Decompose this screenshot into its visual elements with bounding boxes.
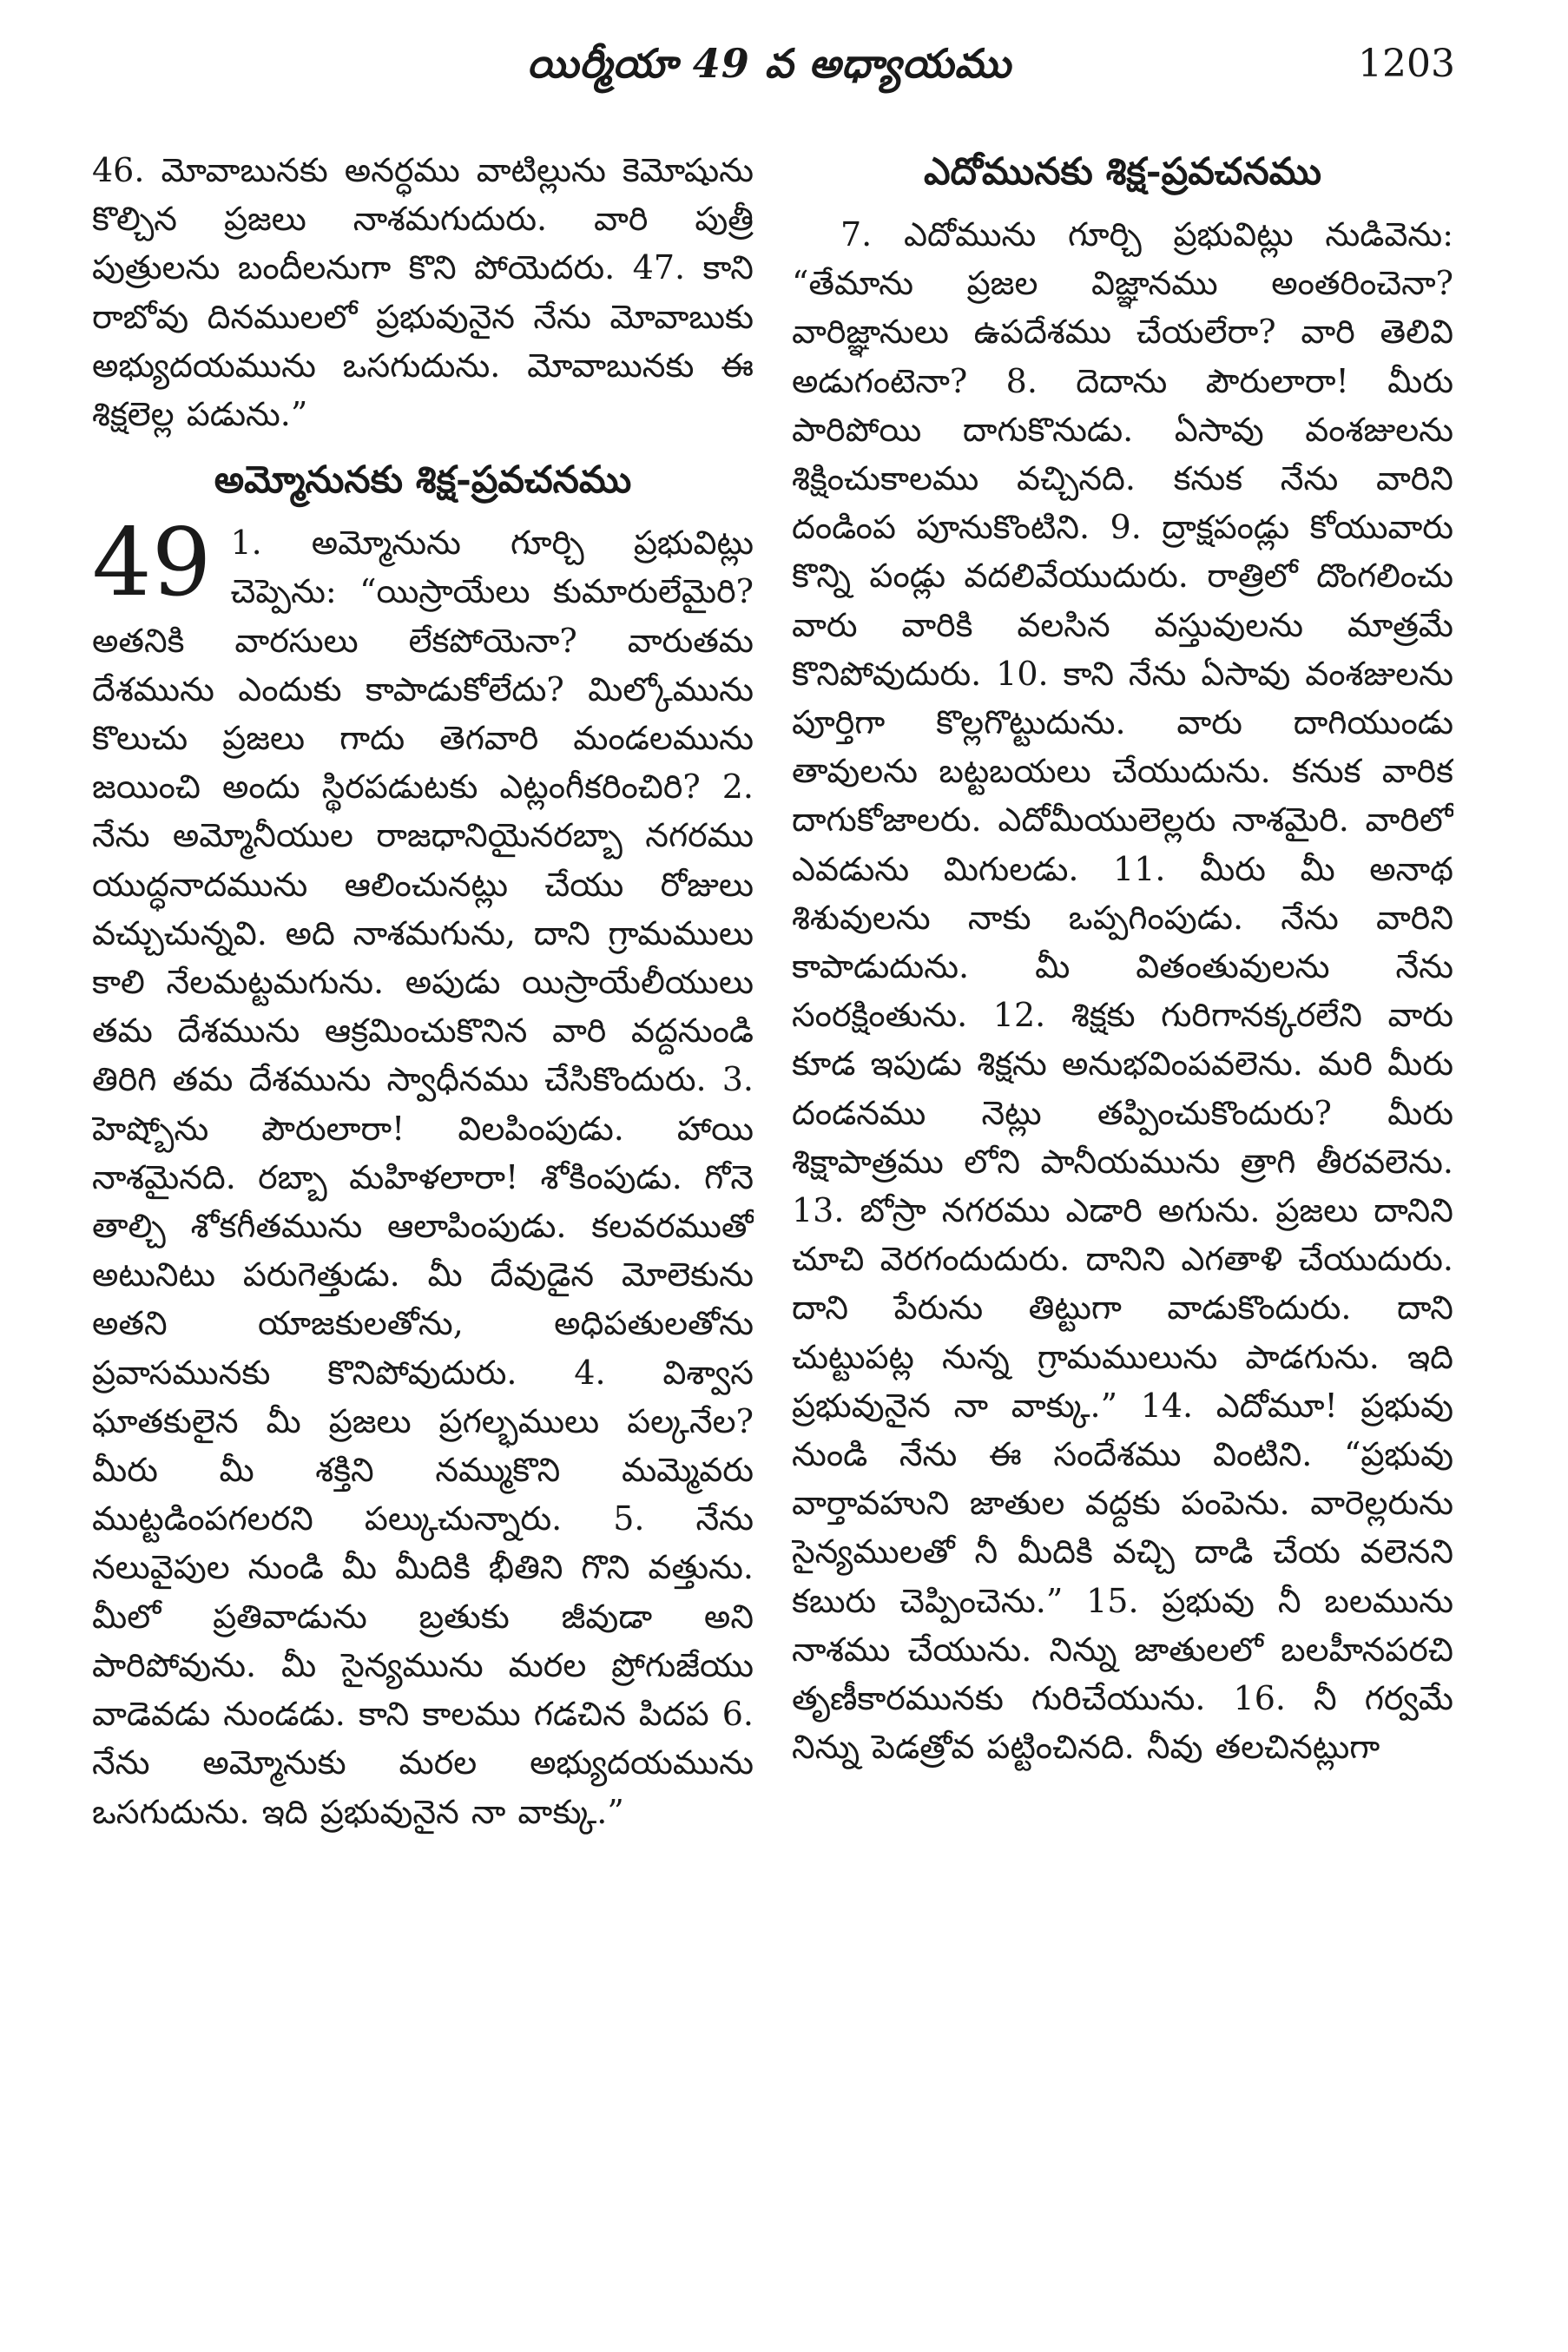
section-heading-ammon: అమ్మోనునకు శిక్ష-ప్రవచనము <box>214 458 632 503</box>
right-paragraph-1: 7. ఎదోమును గూర్చి ప్రభువిట్లు నుడివెను: “తేమాను ప్రజల విజ్ఞానము అంతరించెనా? వారిజ్ఞానులు ఉపదేశము చేయలేరా? వారి తెలివి అడుగంటెనా? 8. దెదాను పౌరులారా! మీరు పారిపోయి దాగుకొనుడు. ఏసావు వంశజులను శిక్షించుకాలము వచ్చినది. కనుక నేను వారిని దండింప పూనుకొంటిని. 9. ద్రాక్షపండ్లు కోయువారు కొన్ని పండ్లు వదలివేయుదురు. రాత్రిలో దొంగలించు వారు వారికి వలసిన వస్తువులను మాత్రమే కొనిపోవుదురు. 10. కాని నేను ఏసావు వంశజులను పూర్తిగా కొల్లగొట్టుదును. వారు దాగియుండు తావులను బట్టబయలు చేయుదును. కనుక వారిక దాగుకోజాలరు. ఎదోమీయులెల్లరు నాశమైరి. వారిలో ఎవడును మిగులడు. 11. మీరు మీ అనాథ శిశువులను నాకు ఒప్పగింపుడు. నేను వారిని కాపాడుదును. మీ వితంతువులను నేను సంరక్షింతును. 12. శిక్షకు గురిగానక్కరలేని వారు కూడ ఇపుడు శిక్షను అనుభవింపవలెను. మరి మీరు దండనము నెట్లు తప్పించుకొందురు? మీరు శిక్షాపాత్రము లోని పానీయమును త్రాగి తీరవలెను. 13. బోస్రా నగరము ఎడారి అగును. ప్రజలు దానిని చూచి వెరగందుదురు. దానిని ఎగతాళి చేయుదురు. దాని పేరును తిట్టుగా వాడుకొందురు. దాని చుట్టుపట్ల నున్న గ్రామములును పాడగును. ఇది ప్రభువునైన నా వాక్కు.” 14. ఎదోమూ! ప్రభువు నుండి నేను ఈ సందేశము వింటిని. “ప్రభువు వార్తావహుని జాతుల వద్దకు పంపెను. వారెల్లరును సైన్యములతో నీ మీదికి వచ్చి దాడి చేయ వలెనని కబురు చెప్పించెను.” 15. ప్రభువు నీ బలమును నాశము చేయును. నిన్ను జాతులలో బలహీనపరచి తృణీకారమునకు గురిచేయును. 16. నీ గర్వమే నిన్ను పెడత్రోవ పట్టించినది. నీవు తలచినట్లుగా <box>792 215 1453 1767</box>
right-column <box>792 146 1453 2334</box>
left-paragraph-1: 46. మోవాబునకు అనర్ధము వాటిల్లును కెమోషును కొల్చిన ప్రజలు నాశమగుదురు. వారి పుత్రీ పుత్రులను బందీలనుగా కొని పోయెదరు. 47. కాని రాబోవు దినములలో ప్రభువునైన నేను మోవాబుకు అభ్యుదయమును ఒసగుదును. మోవాబునకు ఈ శిక్షలెల్ల పడును.” <box>92 151 754 434</box>
left-column <box>92 146 754 2334</box>
running-header <box>83 33 1455 102</box>
chapter-number: 49 <box>92 509 212 618</box>
page-number: 1203 <box>1358 42 1455 86</box>
page-title: యిర్మీయా 49 వ అధ్యాయము <box>527 40 1011 87</box>
left-paragraph-2: 1. అమ్మోనును గూర్చి ప్రభువిట్లు చెప్పెను: “యిస్రాయేలు కుమారులేమైరి? అతనికి వారసులు లేకపోయెనా? వారుతమ దేశమును ఎందుకు కాపాడుకోలేదు? మిల్కోమును కొలుచు ప్రజలు గాదు తెగవారి మండలమును జయించి అందు స్థిరపడుటకు ఎట్లంగీకరించిరి? 2. నేను అమ్మోనీయుల రాజధానియైనరబ్బా నగరము యుద్ధనాదమును ఆలించునట్లు చేయు రోజులు వచ్చుచున్నవి. అది నాశమగును, దాని గ్రామములు కాలి నేలమట్టమగును. అపుడు యిస్రాయేలీయులు తమ దేశమును ఆక్రమించుకొనిన వారి వద్దనుండి తిరిగి తమ దేశమును స్వాధీనము చేసికొందురు. 3. హెష్బోను పౌరులారా! విలపింపుడు. హాయి నాశమైనది. రబ్బా మహిళలారా! శోకింపుడు. గోనె తాల్చి శోకగీతమును ఆలాపింపుడు. కలవరముతో అటునిటు పరుగెత్తుడు. మీ దేవుడైన మోలెకును అతని యాజకులతోను, అధిపతులతోను ప్రవాసమునకు కొనిపోవుదురు. 4. విశ్వాస ఘాతకులైన మీ ప్రజలు ప్రగల్భములు పల్కనేల? మీరు మీ శక్తిని నమ్ముకొని మమ్మెవరు ముట్టడింపగలరని పల్కుచున్నారు. 5. నేను నలువైపుల నుండి మీ మీదికి భీతిని గొని వత్తును. మీలో ప్రతివాడును బ్రతుకు జీవుడా అని పారిపోవును. మీ సైన్యమును మరల ప్రోగుజేయు వాడెవడు నుండడు. కాని కాలము గడచిన పిదప 6. నేను అమ్మోనుకు మరల అభ్యుదయమును ఒసగుదును. ఇది ప్రభువునైన నా వాక్కు.” <box>92 524 754 1831</box>
chapter-block <box>92 509 754 1835</box>
section-heading-edom: ఎదోమునకు శిక్ష-ప్రవచనము <box>923 150 1322 194</box>
